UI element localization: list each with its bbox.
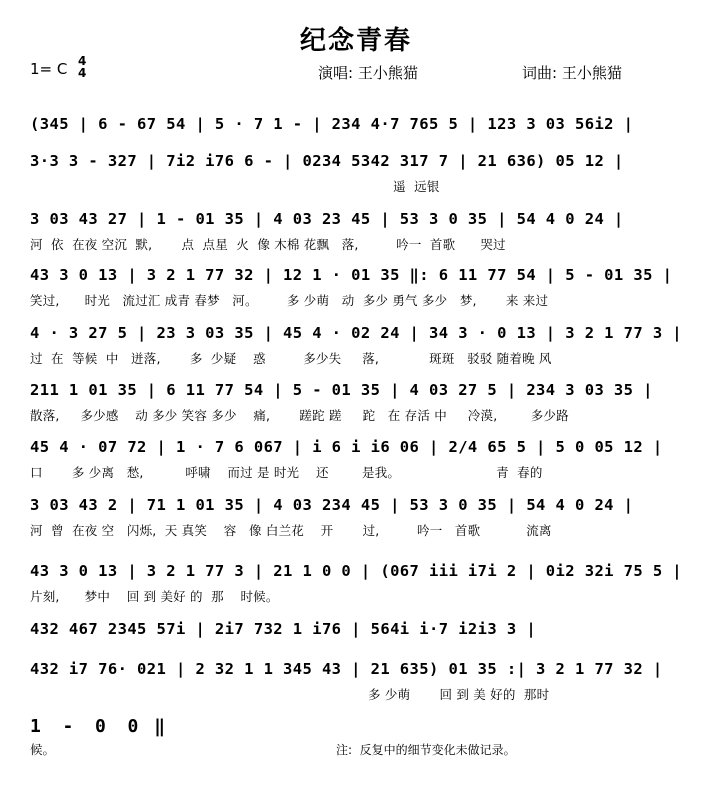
final-lyric: 候。 xyxy=(30,742,56,757)
notes-line: 43 3 0 13 | 3 2 1 77 3 | 21 1 0 0 | (067 iii i7i 2 | 0i2 32i 75 5 | xyxy=(30,562,683,580)
notes-line: 43 3 0 13 | 3 2 1 77 32 | 12 1 · 01 35 ‖: 6 11 77 54 | 5 - 01 35 | xyxy=(30,266,673,284)
score-row-2 xyxy=(30,150,680,196)
score-row-5 xyxy=(30,322,683,368)
song-title: 纪念青春 xyxy=(299,26,412,56)
notes-line: 432 467 2345 57i | 2i7 732 1 i76 | 564i i·7 i2i3 3 | xyxy=(30,620,537,638)
final-notes: 1 - 0 0 xyxy=(30,716,139,737)
lyrics-line: 河 曾 在夜 空 闪烁, 天 真笑 容 像 白兰花 开 过, 吟一 首歌 流离 xyxy=(30,523,552,538)
lyrics-line: 笑过, 时光 流过汇 成青 春梦 河。 多 少萌 动 多少 勇气 多少 梦, 来 来过 xyxy=(30,293,549,308)
score-row-4 xyxy=(30,264,680,310)
composer-credit: 词曲: 王小熊猫 xyxy=(522,64,622,82)
notes-line: 432 i7 76· 021 | 2 32 1 1 345 43 | 21 635) 01 35 :| 3 2 1 77 32 | xyxy=(30,660,663,678)
key-signature: 1= C xyxy=(30,60,68,78)
lyrics-line: 遥 远银 xyxy=(30,179,440,194)
score-row-8 xyxy=(30,494,680,540)
singer-credit: 演唱: 王小熊猫 xyxy=(318,64,418,82)
notes-line: 3·3 3 - 327 | 7i2 i76 6 - | 0234 5342 317 7 | 21 636) 05 12 | xyxy=(30,152,624,170)
footnote: 注: 反复中的细节变化未做记录。 xyxy=(336,743,516,757)
score-row-11 xyxy=(30,658,680,704)
lyrics-line: 片刻, 梦中 回 到 美好 的 那 时候。 xyxy=(30,589,279,604)
score-row-final xyxy=(30,716,165,737)
notes-line: 211 1 01 35 | 6 11 77 54 | 5 - 01 35 | 4 03 27 5 | 234 3 03 35 | xyxy=(30,381,653,399)
notes-line: 3 03 43 2 | 71 1 01 35 | 4 03 234 45 | 53 3 0 35 | 54 4 0 24 | xyxy=(30,496,634,514)
notes-line: 4 · 3 27 5 | 23 3 03 35 | 45 4 · 02 24 | 34 3 · 0 13 | 3 2 1 77 3 | xyxy=(30,324,683,342)
final-barline: ‖ xyxy=(143,716,166,737)
lyrics-line: 多 少萌 回 到 美 好的 那时 xyxy=(30,687,550,702)
time-signature-bottom: 4 xyxy=(78,66,87,80)
score-row-6 xyxy=(30,379,680,425)
time-signature-top: 4 xyxy=(78,54,87,68)
lyrics-line: 口 多 少离 愁, 呼啸 而过 是 时光 还 是我。 青 春的 xyxy=(30,465,543,480)
notes-line: (345 | 6 - 67 54 | 5 · 7 1 - | 234 4·7 765 5 | 123 3 03 56i2 | xyxy=(30,115,634,133)
time-signature xyxy=(78,55,86,79)
score-row-3 xyxy=(30,208,680,254)
score-row-9 xyxy=(30,560,683,606)
lyrics-line: 散落, 多少感 动 多少 笑容 多少 痛, 蹉跎 蹉 跎 在 存活 中 冷漠, 多少路 xyxy=(30,408,569,423)
score-row-7 xyxy=(30,436,680,482)
notes-line: 3 03 43 27 | 1 - 01 35 | 4 03 23 45 | 53 3 0 35 | 54 4 0 24 | xyxy=(30,210,624,228)
notes-line: 45 4 · 07 72 | 1 · 7 6 067 | i 6 i i6 06 | 2/4 65 5 | 5 0 05 12 | xyxy=(30,438,663,456)
lyrics-line: 过 在 等候 中 迸落, 多 少疑 惑 多少失 落, 斑斑 驳驳 随着晚 风 xyxy=(30,351,552,366)
lyrics-line: 河 依 在夜 空沉 默, 点 点星 火 像 木棉 花飘 落, 吟一 首歌 哭过 xyxy=(30,237,506,252)
